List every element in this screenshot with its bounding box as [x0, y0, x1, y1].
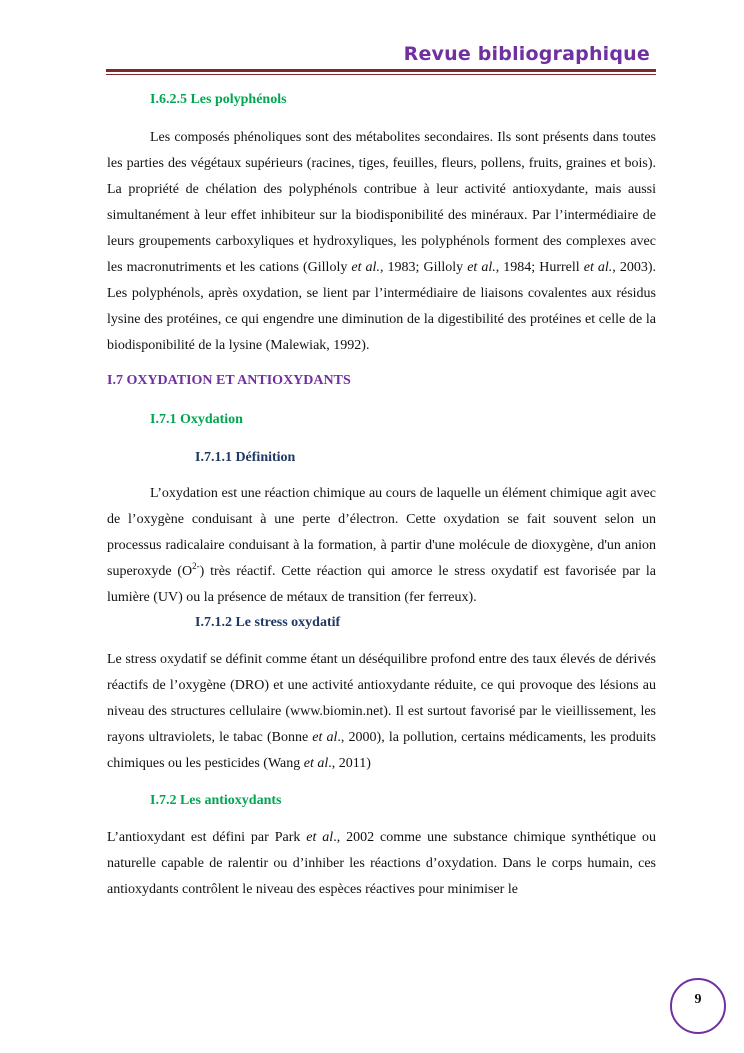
- italic-run: et al: [312, 730, 338, 745]
- page-number: 9: [694, 992, 702, 1007]
- superscript: 2-: [192, 561, 200, 571]
- italic-run: et al.: [467, 260, 496, 275]
- text-run: , 1983; Gilloly: [379, 260, 468, 275]
- text-run: , 2003). Les polyphénols, après oxydation, se lient par l’intermédiaire de liaisons covalentes aux résidus lysine des protéines, ce qui engendre une diminution de la digestibilité des protéines et celle de la biodisponibilité de la lysine (Malewiak, 1992).: [107, 260, 657, 353]
- text-run: ) très réactif. Cette réaction qui amorce le stress oxydatif est favorisée par la lumière (UV) ou la présence de métaux de transition (fer ferreux).: [107, 564, 657, 605]
- text-run: L’oxydation est une réaction chimique au cours de laquelle un élément chimique agit avec de l’oxygène conduisant à une perte d’électron. Cette oxydation se fait souvent selon un processus radicalaire conduisant à la formation, à partir d'une molécule de dioxygène, d'un anion superoxyde (O: [107, 486, 656, 579]
- heading-definition: I.7.1.1 Définition: [195, 450, 296, 465]
- text-run: Le stress oxydatif se définit comme étant un déséquilibre profond entre des taux élevés de dérivés réactifs de l’oxygène (DRO) et une activité antioxydante réduite, ce qui provoque des lésions au niveau des structures cellulaire (www.biomin.net). Il est surtout favorisé par le vieillissement, les rayons ultraviolets, le tabac (Bonne: [107, 652, 656, 745]
- paragraph-polyphenols: [107, 125, 656, 359]
- text-run: ., 2000), la pollution, certains médicaments, les produits chimiques ou les pesticides (Wang: [107, 730, 656, 771]
- page-number-badge: [670, 978, 726, 1034]
- text-run: Les composés phénoliques sont des métabolites secondaires. Ils sont présents dans toutes les parties des végétaux supérieurs (racines, tiges, feuilles, fleurs, pollens, fruits, graines et bois). La propriété de chélation des polyphénols contribue à leur activité antioxydante, mais aussi simultanément à leur effet inhibiteur sur la biodisponibilité des minéraux. Par l’intermédiaire de leurs groupements carboxyliques et hydroxyliques, les polyphénols forment des complexes avec les macronutriments et les cations (Gilloly: [107, 130, 656, 275]
- paragraph-stress-oxydatif: [107, 647, 656, 777]
- page-content: [107, 90, 656, 903]
- header-rule: [106, 69, 656, 72]
- header-rule-thin: [106, 74, 656, 75]
- text-run: , 1984; Hurrell: [495, 260, 584, 275]
- running-header-title: Revue bibliographique: [403, 43, 650, 65]
- heading-antioxydants: I.7.2 Les antioxydants: [150, 793, 282, 808]
- heading-polyphenols: I.6.2.5 Les polyphénols: [150, 92, 287, 107]
- heading-oxydation: I.7.1 Oxydation: [150, 412, 243, 427]
- paragraph-definition: [107, 481, 656, 611]
- text-run: ., 2011): [328, 756, 371, 771]
- text-run: ., 2002 comme une substance chimique synthétique ou naturelle capable de ralentir ou d’inhiber les réactions d’oxydation. Dans le corps humain, ces antioxydants contrôlent le niveau des espèces réactives pour minimiser le: [107, 830, 656, 897]
- paragraph-antioxydants: [107, 825, 656, 903]
- italic-run: et al.: [351, 260, 380, 275]
- text-run: L’antioxydant est défini par Park: [107, 830, 307, 845]
- heading-stress-oxydatif: I.7.1.2 Le stress oxydatif: [195, 615, 341, 630]
- italic-run: et al.: [583, 260, 613, 275]
- italic-run: et al: [303, 756, 329, 771]
- italic-run: et al: [306, 830, 334, 845]
- heading-oxydation-antioxydants: I.7 OXYDATION ET ANTIOXYDANTS: [107, 373, 351, 388]
